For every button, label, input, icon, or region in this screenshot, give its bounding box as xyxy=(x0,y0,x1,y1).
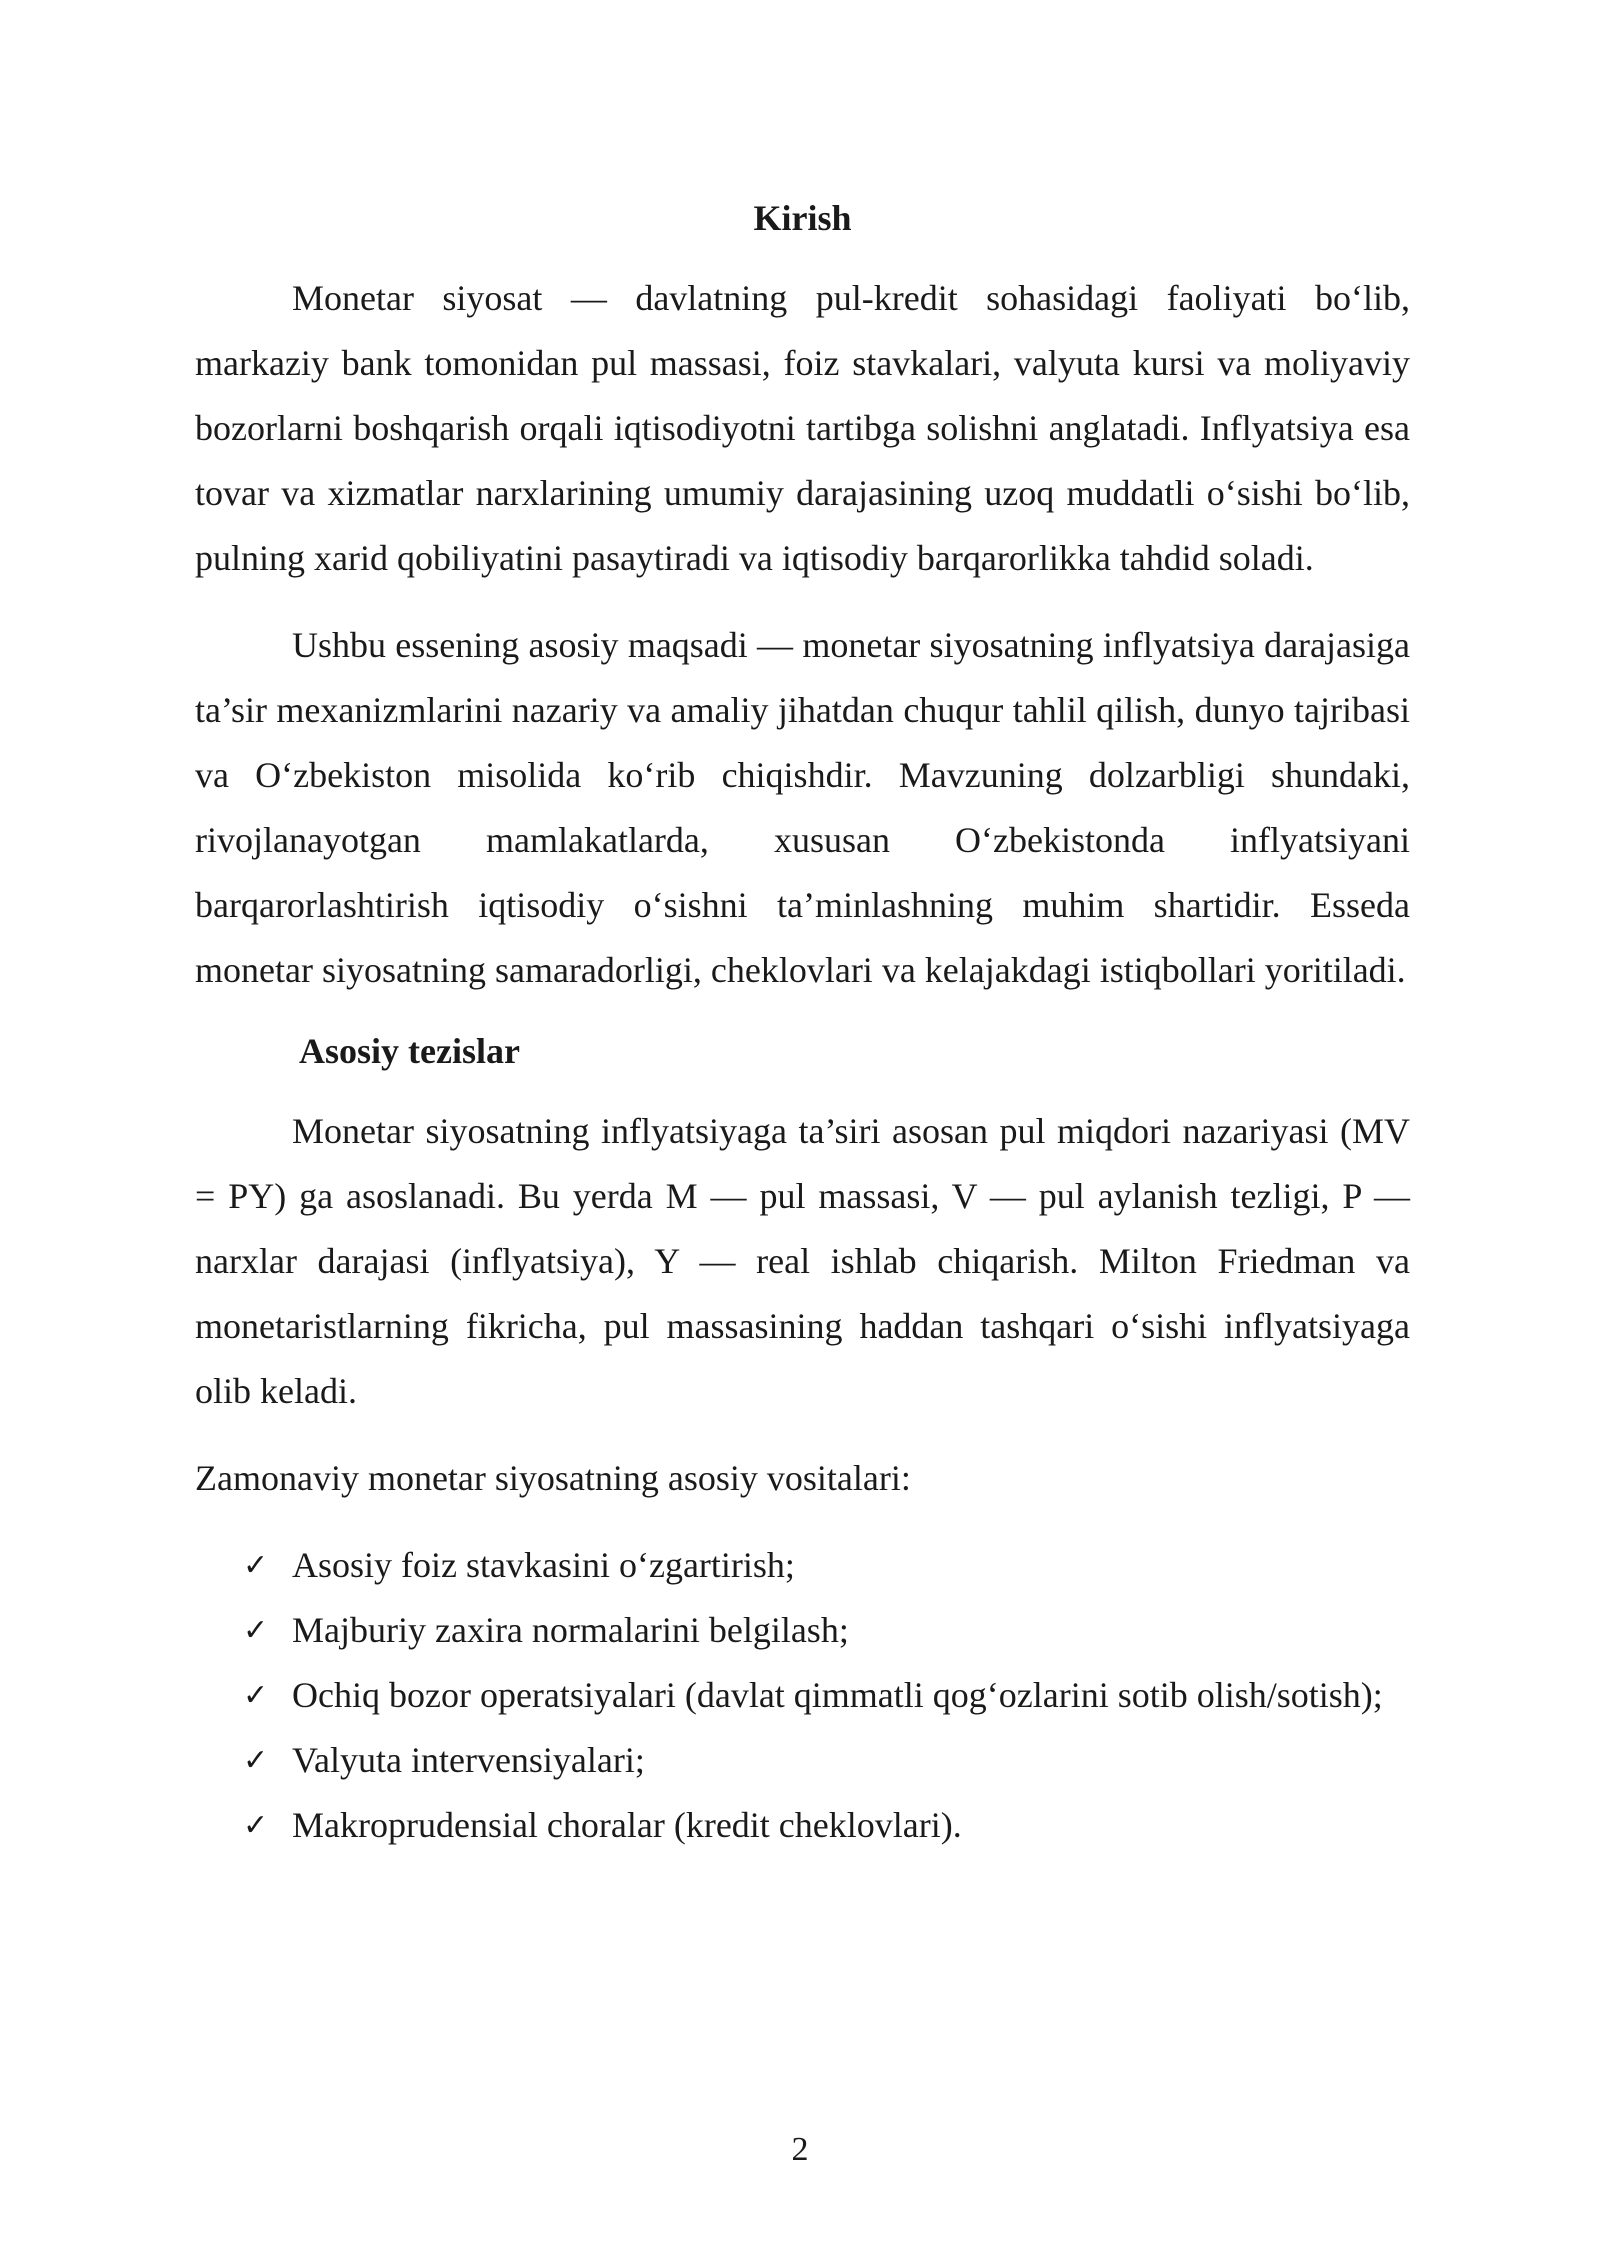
list-item-text: Ochiq bozor operatsiyalari (davlat qimmatli qog‘ozlarini sotib olish/sotish); xyxy=(292,1675,1383,1715)
page-number: 2 xyxy=(791,2131,809,2168)
tools-list-intro: Zamonaviy monetar siyosatning asosiy vositalari: xyxy=(195,1458,911,1498)
checkmark-icon: ✓ xyxy=(243,1743,269,1778)
list-item-text: Valyuta intervensiyalari; xyxy=(292,1740,645,1780)
tools-checklist xyxy=(195,1533,1410,1858)
list-item-text: Majburiy zaxira normalarini belgilash; xyxy=(292,1610,849,1650)
list-item xyxy=(195,1663,1410,1728)
checkmark-icon: ✓ xyxy=(243,1613,269,1648)
theses-paragraph: Monetar siyosatning inflyatsiyaga ta’siri asosan pul miqdori nazariyasi (MV = PY) ga asoslanadi. Bu yerda M — pul massasi, V — pul aylanish tezligi, P — narxlar darajasi (inflyatsiya), Y — real ishlab chiqarish. Milton Friedman va monetaristlarning fikricha, pul massasining haddan tashqari o‘sishi inflyatsiyaga olib keladi. xyxy=(195,1111,1410,1411)
list-item-text: Makroprudensial choralar (kredit cheklovlari). xyxy=(292,1805,962,1845)
intro-paragraph-2: Ushbu essening asosiy maqsadi — monetar siyosatning inflyatsiya darajasiga ta’sir mexanizmlarini nazariy va amaliy jihatdan chuqur tahlil qilish, dunyo tajribasi va O‘zbekiston misolida ko‘rib chiqishdir. Mavzuning dolzarbligi shundaki, rivojlanayotgan mamlakatlarda, xususan O‘zbekistonda inflyatsiyani barqarorlashtirish iqtisodiy o‘sishni ta’minlashning muhim shartidir. Esseda monetar siyosatning samaradorligi, cheklovlari va kelajakdagi istiqbollari yoritiladi. xyxy=(195,625,1410,990)
checkmark-icon: ✓ xyxy=(243,1548,269,1583)
section-title-kirish: Kirish xyxy=(753,198,852,238)
list-item xyxy=(195,1598,1410,1663)
intro-paragraph-1: Monetar siyosat — davlatning pul-kredit sohasidagi faoliyati bo‘lib, markaziy bank tomonidan pul massasi, foiz stavkalari, valyuta kursi va moliyaviy bozorlarni boshqarish orqali iqtisodiyotni tartibga solishni anglatadi. Inflyatsiya esa tovar va xizmatlar narxlarining umumiy darajasining uzoq muddatli o‘sishi bo‘lib, pulning xarid qobiliyatini pasaytiradi va iqtisodiy barqarorlikka tahdid soladi. xyxy=(195,278,1410,578)
checkmark-icon: ✓ xyxy=(243,1678,269,1713)
list-item xyxy=(195,1793,1410,1858)
list-item-text: Asosiy foiz stavkasini o‘zgartirish; xyxy=(292,1545,795,1585)
document-page xyxy=(195,192,1410,1858)
checkmark-icon: ✓ xyxy=(243,1808,269,1843)
list-item xyxy=(195,1533,1410,1598)
list-item xyxy=(195,1728,1410,1793)
section-title-asosiy-tezislar: Asosiy tezislar xyxy=(299,1031,520,1071)
